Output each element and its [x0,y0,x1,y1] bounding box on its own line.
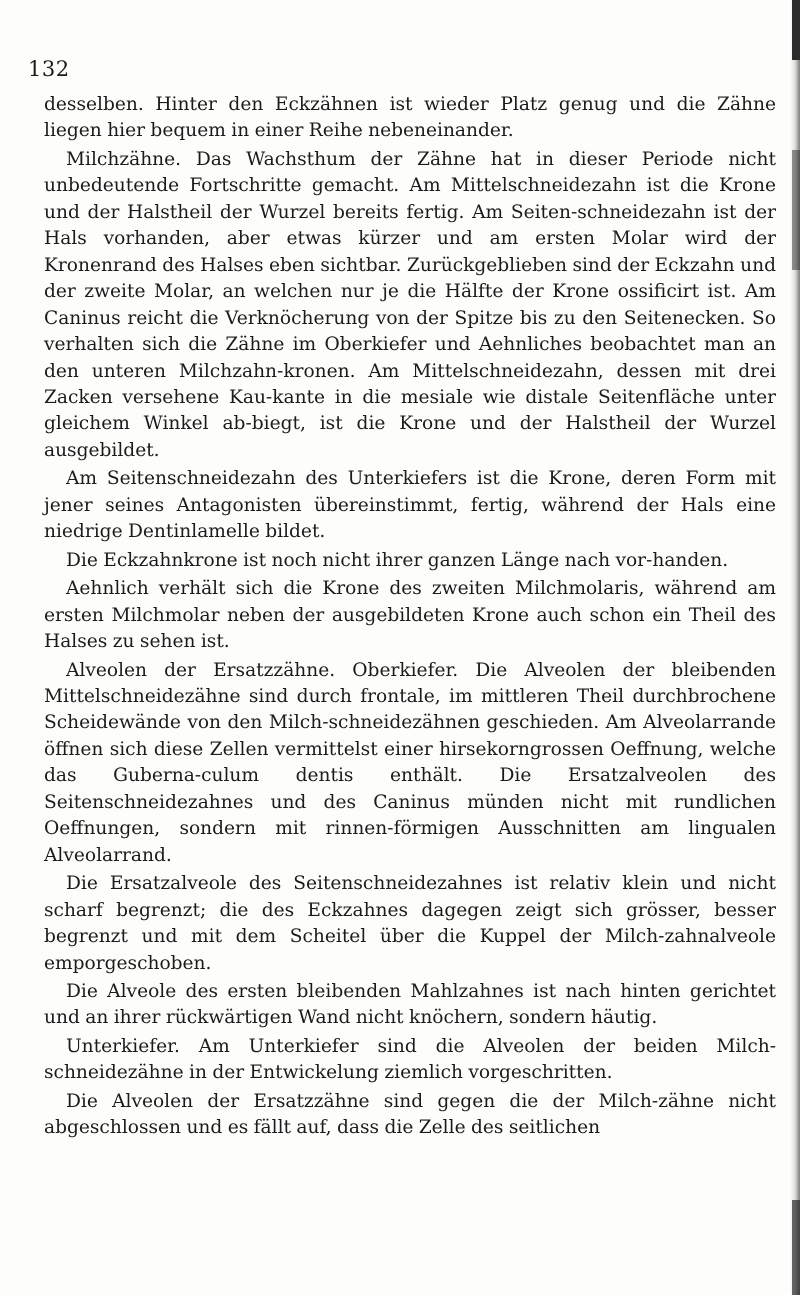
text-line: Die Alveolen der Ersatzzähne sind gegen die der Milch- [66,1090,659,1112]
text-line: Zurückgeblieben sind der Eckzahn und der zweite Molar, an welchen [44,254,782,303]
text-line: schneidezähnen geschieden. Am Alveolarrande öffnen sich diese [44,712,782,760]
paragraph [44,576,782,655]
text-line: culum dentis enthält. Die Ersatzalveolen des Seitenschneidezahnes und [44,765,782,813]
text-line: schneidezähne in der Entwickelung ziemlich vorgeschritten. [44,1062,613,1084]
text-line: Milchzähne. Das Wachsthum der Zähne hat in dieser Periode [66,148,714,170]
paragraph [44,147,782,464]
text-line: nicht unbedeutende Fortschritte gemacht. Am Mittelschneidezahn [44,148,782,197]
text-line: Zellen vermittelst einer hirsekorngrossen Oeffnung, welche das Guberna- [44,738,782,787]
text-line: desselben. Hinter den Eckzähnen ist wieder Platz genug und die Zähne [44,94,776,115]
paragraph [44,92,776,145]
text-line: handen. [652,549,729,571]
text-line: ersten Molar wird der Kronenrand des Halses eben sichtbar. [44,228,782,276]
text-line: zähne nicht abgeschlossen und es fällt auf, dass die Zelle des seitlichen [44,1090,782,1139]
text-line: besser begrenzt und mit dem Scheitel über die Kuppel der Milch- [44,899,782,948]
page-edge-mark [792,150,800,270]
text-line: mit jener seines Antagonisten übereinstimmt, fertig, während der Hals [44,468,782,516]
text-line: des Caninus münden nicht mit rundlichen Oeffnungen, sondern mit rinnen- [44,791,782,840]
text-line: ein Theil des Halses zu sehen ist. [44,604,782,653]
paragraph [44,1034,776,1087]
paragraph [44,658,782,870]
paragraph [44,979,782,1032]
text-line: Unterkiefer. Am Unterkiefer sind die Alveolen der beiden Milch- [66,1035,776,1057]
text-line: im mittleren Theil durchbrochene Scheidewände von den Milch- [44,685,782,734]
page-edge-mark [792,0,800,60]
text-line: nur je die Hälfte der Krone ossificirt ist. Am Caninus reicht die Verknöcherung [44,281,782,329]
text-line: der bleibenden Mittelschneidezähne sind durch frontale, [44,659,782,707]
text-line: am ersten Milchmolar neben der ausgebildeten Krone auch schon [44,578,782,626]
text-line: kronen. Am Mittelschneidezahn, dessen mit drei Zacken versehene Kau- [44,360,782,408]
page-number: 132 [28,57,70,81]
text-line: Aehnlich verhält sich die Krone des zweiten Milchmolaris, während [66,578,738,600]
body-text [44,92,782,1144]
text-line: biegt, ist die Krone und der Halstheil der Wurzel ausgebildet. [44,413,782,461]
text-line: häutig. [590,1007,658,1029]
text-line: Am Seitenschneidezahn des Unterkiefers ist die Krone, deren Form [66,468,736,490]
text-line: nicht scharf begrenzt; die des Eckzahnes dagegen zeigt sich grösser, [44,873,782,921]
text-line: zahnalveole emporgeschoben. [44,926,782,974]
text-line: von der Spitze bis zu den Seitenecken. So verhalten sich die Zähne im [44,307,782,356]
text-line: Die Alveole des ersten bleibenden Mahlzahnes ist nach hinten [66,980,681,1002]
text-line: Alveolen der Ersatzzähne. Oberkiefer. Die Alveolen [66,659,606,681]
text-line: schneidezahn ist der Hals vorhanden, aber etwas kürzer und am [44,201,782,250]
text-line: gerichtet und an ihrer rückwärtigen Wand nicht knöchern, sondern [44,980,782,1029]
paragraph [44,466,782,545]
text-line: eine niedrige Dentinlamelle bildet. [44,494,782,543]
page-edge-mark [792,1200,800,1295]
text-line: Die Ersatzalveole des Seitenschneidezahnes ist relativ klein und [66,873,717,895]
text-line: liegen hier bequem in einer Reihe nebeneinander. [44,120,514,142]
text-line: Oberkiefer und Aehnliches beobachtet man an den unteren Milchzahn- [44,334,782,382]
paragraph [44,871,782,977]
paragraph [44,1089,782,1142]
text-line: förmigen Ausschnitten am lingualen Alveolarrand. [44,818,782,866]
text-line: ist die Krone und der Halstheil der Wurzel bereits fertig. Am Seiten- [44,175,782,223]
text-line: kante in die mesiale wie distale Seitenfläche unter gleichem Winkel ab- [44,386,782,435]
text-line: Die Eckzahnkrone ist noch nicht ihrer ganzen Länge nach vor- [66,549,653,571]
paragraph [44,548,776,574]
